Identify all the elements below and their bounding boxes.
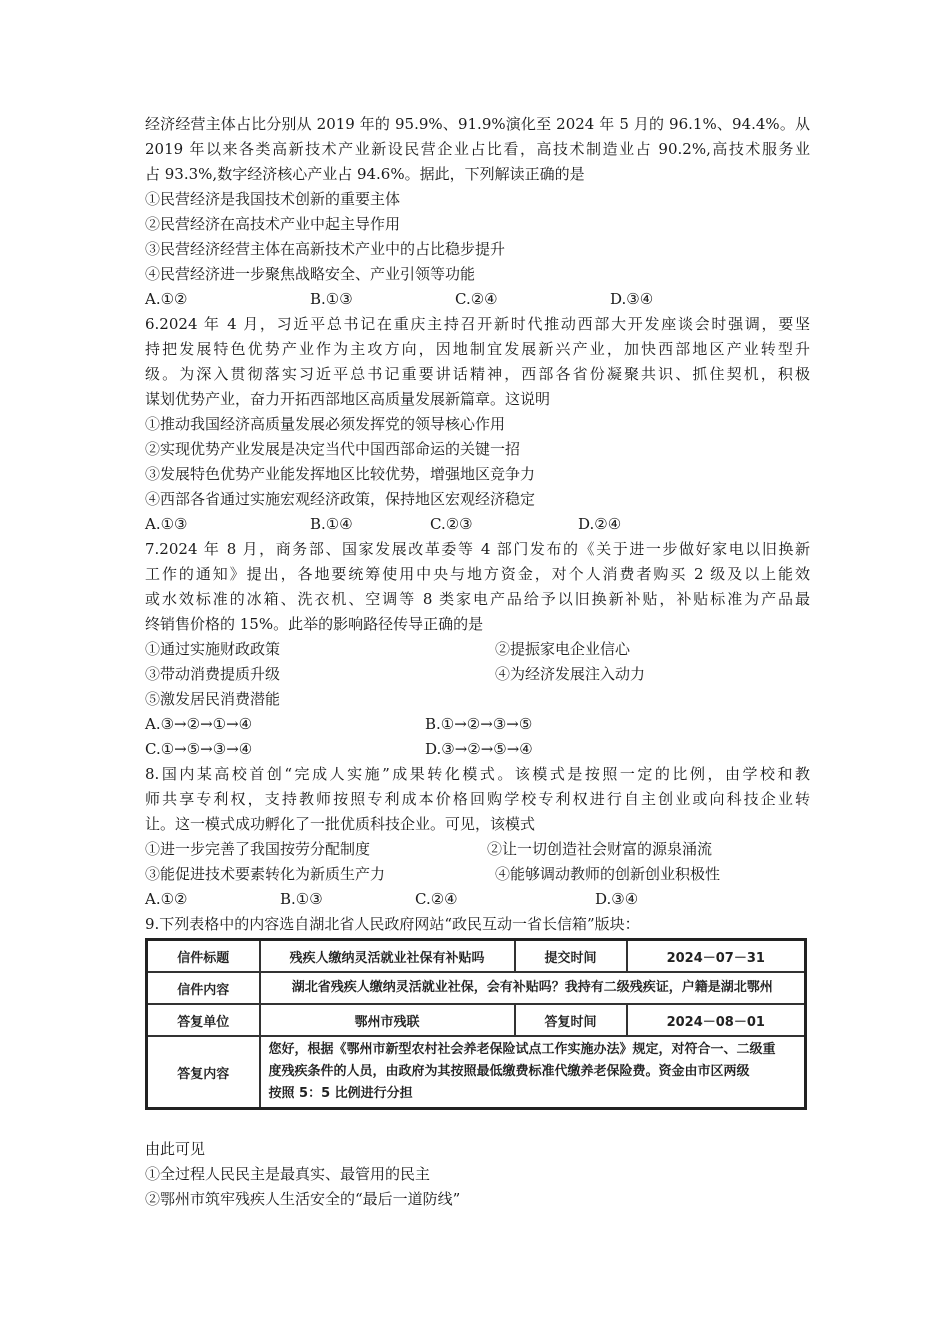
label-reply-unit: 答复单位 xyxy=(147,1004,260,1036)
statement-item: ②提振家电企业信心 xyxy=(495,640,631,658)
statement-item: ①民营经济是我国技术创新的重要主体 xyxy=(145,190,401,208)
statement-item: ⑤激发居民消费潜能 xyxy=(145,690,281,708)
reply-line: 按照 5：5 比例进行分担 xyxy=(268,1086,413,1101)
label-reply-time: 答复时间 xyxy=(515,1004,627,1036)
question-text-line: 级。为深入贯彻落实习近平总书记重要讲话精神，西部各省份凝聚共识、抓住契机，积极 xyxy=(145,365,810,383)
letter-title: 残疾人缴纳灵活就业社保有补贴吗 xyxy=(260,940,515,973)
question-text-line: 占 93.3%,数字经济核心产业占 94.6%。据此，下列解读正确的是 xyxy=(145,165,585,183)
answer-options xyxy=(145,512,810,537)
option-c: C.②④ xyxy=(415,890,458,908)
question-text-line: 谋划优势产业，奋力开拓西部地区高质量发展新篇章。这说明 xyxy=(145,390,551,408)
option-a: A.①② xyxy=(145,290,188,308)
label-letter-title: 信件标题 xyxy=(147,940,260,973)
letter-content: 湖北省残疾人缴纳灵活就业社保，会有补贴吗？我持有二级残疾证，户籍是湖北鄂州 xyxy=(260,972,806,1004)
question-text-line: 由此可见 xyxy=(145,1140,206,1158)
question-9-body xyxy=(145,1137,810,1212)
question-text-line: 工作的通知》提出，各地要统筹使用中央与地方资金，对个人消费者购买 2 级及以上能效 xyxy=(145,565,810,583)
answer-options xyxy=(145,887,810,912)
exam-page xyxy=(145,112,810,937)
reply-line: 您好，根据《鄂州市新型农村社会养老保险试点工作实施办法》规定，对符合一、二级重 xyxy=(268,1042,776,1057)
option-b: B.①③ xyxy=(280,890,323,908)
reply-date: 2024－08－01 xyxy=(627,1004,806,1036)
statement-item: ④民营经济进一步聚焦战略安全、产业引领等功能 xyxy=(145,265,476,283)
label-letter-content: 信件内容 xyxy=(147,972,260,1004)
question-8 xyxy=(145,762,810,912)
statement-item: ③能促进技术要素转化为新质生产力 xyxy=(145,865,386,883)
statement-item: ②让一切创造社会财富的源泉涌流 xyxy=(487,840,713,858)
question-9-intro: 9.下列表格中的内容选自湖北省人民政府网站“政民互动一省长信箱”版块： xyxy=(145,915,640,933)
statement-item: ④为经济发展注入动力 xyxy=(495,665,646,683)
question-text-line: 6.2024 年 4 月，习近平总书记在重庆主持召开新时代推动西部大开发座谈会时强调，要坚 xyxy=(145,315,810,333)
submit-date: 2024－07－31 xyxy=(627,940,806,973)
question-text-line: 7.2024 年 8 月，商务部、国家发展改革委等 4 部门发布的《关于进一步做好家电以旧换新 xyxy=(145,540,810,558)
option-b: B.①③ xyxy=(310,290,353,308)
option-b: B.①④ xyxy=(310,515,353,533)
option-c: C.①→⑤→③→④ xyxy=(145,740,253,758)
option-b: B.①→②→③→⑤ xyxy=(425,715,533,733)
statement-item: ①进一步完善了我国按劳分配制度 xyxy=(145,840,371,858)
statement-item: ④能够调动教师的创新创业积极性 xyxy=(495,865,721,883)
option-a: A.③→②→①→④ xyxy=(145,715,253,733)
question-text-line: 2019 年以来各类高新技术产业新设民营企业占比看，高技术制造业占 90.2%,高技术服务业 xyxy=(145,140,810,158)
table-row xyxy=(147,1004,806,1036)
option-a: A.①③ xyxy=(145,515,188,533)
governor-mailbox-table xyxy=(145,938,807,1110)
option-c: C.②④ xyxy=(455,290,498,308)
option-a: A.①② xyxy=(145,890,188,908)
question-7 xyxy=(145,537,810,762)
question-5 xyxy=(145,112,810,312)
statement-item: ③民营经济经营主体在高新技术产业中的占比稳步提升 xyxy=(145,240,506,258)
statement-item: ②实现优势产业发展是决定当代中国西部命运的关键一招 xyxy=(145,440,521,458)
question-text-line: 经济经营主体占比分别从 2019 年的 95.9%、91.9%演化至 2024 年 5 月的 96.1%、94.4%。从 xyxy=(145,115,810,133)
statement-row xyxy=(145,637,810,662)
statement-item: ①推动我国经济高质量发展必须发挥党的领导核心作用 xyxy=(145,415,506,433)
statement-item: ②鄂州市筑牢残疾人生活安全的“最后一道防线” xyxy=(145,1190,461,1208)
statement-row xyxy=(145,862,810,887)
table-row xyxy=(147,972,806,1004)
question-text-line: 或水效标准的冰箱、洗衣机、空调等 8 类家电产品给予以旧换新补贴，补贴标准为产品最 xyxy=(145,590,810,608)
statement-item: ④西部各省通过实施宏观经济政策，保持地区宏观经济稳定 xyxy=(145,490,536,508)
option-d: D.②④ xyxy=(578,515,622,533)
option-c: C.②③ xyxy=(430,515,473,533)
reply-content xyxy=(260,1036,806,1109)
reply-line: 度残疾条件的人员，由政府为其按照最低缴费标准代缴养老保险费。资金由市区两级 xyxy=(268,1064,750,1079)
statement-item: ①通过实施财政政策 xyxy=(145,640,281,658)
answer-options xyxy=(145,712,810,737)
statement-row xyxy=(145,837,810,862)
reply-unit: 鄂州市残联 xyxy=(260,1004,515,1036)
statement-item: ①全过程人民民主是最真实、最管用的民主 xyxy=(145,1165,431,1183)
table-row xyxy=(147,1036,806,1109)
answer-options xyxy=(145,287,810,312)
question-text-line: 8.国内某高校首创“完成人实施”成果转化模式。该模式是按照一定的比例，由学校和教 xyxy=(145,765,810,783)
question-6 xyxy=(145,312,810,537)
option-d: D.③④ xyxy=(595,890,639,908)
statement-item: ③带动消费提质升级 xyxy=(145,665,281,683)
label-submit-time: 提交时间 xyxy=(515,940,627,973)
table-row xyxy=(147,940,806,973)
statement-item: ②民营经济在高技术产业中起主导作用 xyxy=(145,215,401,233)
question-text-line: 师共享专利权，支持教师按照专利成本价格回购学校专利权进行自主创业或向科技企业转 xyxy=(145,790,810,808)
statement-row xyxy=(145,662,810,687)
question-text-line: 终销售价格的 15%。此举的影响路径传导正确的是 xyxy=(145,615,484,633)
option-d: D.③④ xyxy=(610,290,654,308)
statement-item: ③发展特色优势产业能发挥地区比较优势，增强地区竞争力 xyxy=(145,465,536,483)
question-text-line: 让。这一模式成功孵化了一批优质科技企业。可见，该模式 xyxy=(145,815,536,833)
option-d: D.③→②→⑤→④ xyxy=(425,740,533,758)
question-text-line: 持把发展特色优势产业作为主攻方向，因地制宜发展新兴产业，加快西部地区产业转型升 xyxy=(145,340,810,358)
label-reply-content: 答复内容 xyxy=(147,1036,260,1109)
answer-options xyxy=(145,737,810,762)
